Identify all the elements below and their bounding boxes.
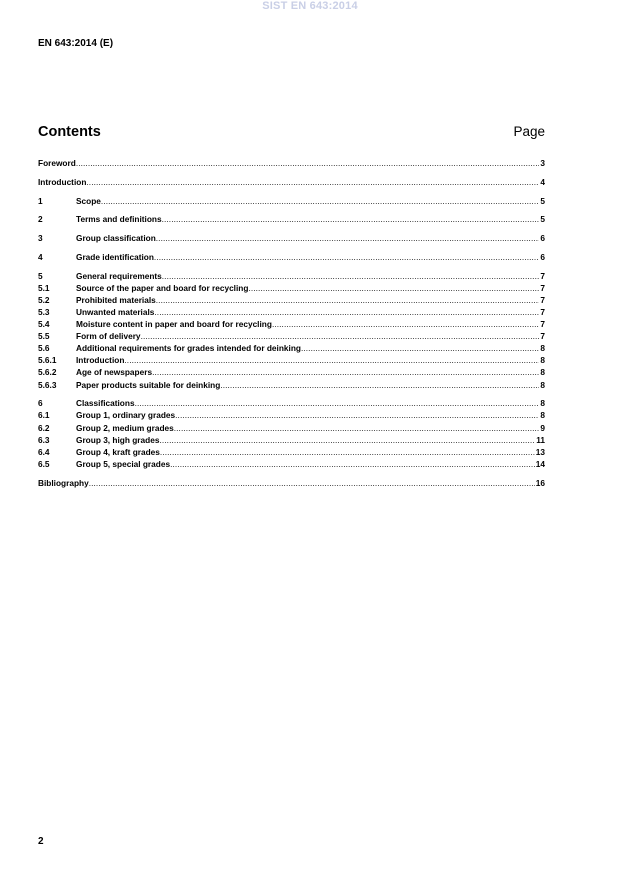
toc-entry-title: Moisture content in paper and board for recycling	[76, 319, 272, 330]
toc-dot-leader	[141, 331, 540, 341]
toc-entry[interactable]	[38, 271, 545, 283]
toc-entry-title: Group 3, high grades	[76, 434, 160, 445]
toc-entry-number: 5.3	[38, 306, 50, 317]
toc-entry-number: 2	[38, 214, 43, 225]
toc-dot-leader	[156, 295, 540, 305]
toc-entry[interactable]	[38, 459, 545, 471]
toc-entry[interactable]	[38, 478, 545, 490]
toc-dot-leader	[154, 307, 539, 317]
toc-dot-leader	[156, 233, 540, 243]
toc-entry-page: 7	[540, 270, 545, 281]
toc-entry[interactable]	[38, 295, 545, 307]
toc-entry-number: 6.3	[38, 434, 50, 445]
toc-dot-leader	[162, 214, 540, 224]
toc-entry-page: 7	[540, 294, 545, 305]
toc-entry-title: Scope	[76, 195, 101, 206]
toc-entry[interactable]	[38, 398, 545, 410]
toc-dot-leader	[101, 196, 539, 206]
toc-entry-page: 14	[535, 458, 545, 469]
toc-entry-title: Unwanted materials	[76, 306, 155, 317]
toc-dot-leader	[135, 398, 540, 408]
toc-entry-page: 7	[540, 331, 545, 342]
toc-entry-title: Form of delivery	[76, 331, 141, 342]
toc-entry-page: 3	[540, 158, 545, 168]
toc-entry[interactable]	[38, 423, 545, 435]
toc-entry-page: 8	[540, 343, 545, 354]
toc-entry-number: 1	[38, 195, 43, 206]
toc-entry-title: Group classification	[76, 233, 156, 244]
toc-entry[interactable]	[38, 252, 545, 264]
toc-entry[interactable]	[38, 283, 545, 295]
toc-entry-number: 5	[38, 270, 43, 281]
toc-dot-leader	[220, 380, 539, 390]
toc-entry-number: 6.1	[38, 410, 50, 421]
toc-entry-title: Prohibited materials	[76, 294, 156, 305]
toc-entry-title: Classifications	[76, 398, 135, 409]
toc-entry-page: 6	[540, 251, 545, 262]
toc-entry[interactable]	[38, 233, 545, 245]
toc-entry-page: 8	[540, 398, 545, 409]
toc-entry-page: 7	[540, 319, 545, 330]
toc-dot-leader	[174, 423, 540, 433]
toc-entry-number: 5.4	[38, 319, 50, 330]
toc-dot-leader	[86, 177, 539, 187]
toc-entry[interactable]	[38, 307, 545, 319]
toc-entry-number: 5.6.3	[38, 379, 57, 390]
toc-entry-number: 6.5	[38, 458, 50, 469]
toc-entry-title: Paper products suitable for deinking	[76, 379, 221, 390]
toc-dot-leader	[159, 435, 535, 445]
toc-entry[interactable]	[38, 410, 545, 422]
toc-dot-leader	[175, 410, 539, 420]
toc-entry-title: Group 1, ordinary grades	[76, 410, 176, 421]
toc-entry-title: General requirements	[76, 270, 162, 281]
toc-entry-number: 5.5	[38, 331, 50, 342]
toc-entry[interactable]	[38, 214, 545, 226]
toc-entry-number: 3	[38, 233, 43, 244]
toc-dot-leader	[160, 447, 535, 457]
toc-entry-page: 8	[540, 367, 545, 378]
toc-entry[interactable]	[38, 331, 545, 343]
toc-entry[interactable]	[38, 435, 545, 447]
toc-entry[interactable]	[38, 158, 545, 170]
toc-entry-page: 8	[540, 379, 545, 390]
toc-entry[interactable]	[38, 355, 545, 367]
toc-entry-title: Source of the paper and board for recycling	[76, 282, 249, 293]
toc-entry-number: 5.6.1	[38, 355, 57, 366]
toc-entry-page: 6	[540, 233, 545, 244]
toc-entry-number: 6.4	[38, 446, 50, 457]
toc-entry-number: 4	[38, 251, 43, 262]
toc-entry-title: Introduction	[38, 176, 87, 187]
page-number: 2	[38, 836, 44, 847]
toc-dot-leader	[124, 355, 539, 365]
toc-entry-page: 7	[540, 306, 545, 317]
toc-entry-title: Group 4, kraft grades	[76, 446, 160, 457]
watermark: SIST EN 643:2014	[262, 0, 358, 12]
toc-entry-title: Group 2, medium grades	[76, 422, 174, 433]
toc-entry-page: 4	[540, 176, 545, 187]
toc-entry[interactable]	[38, 177, 545, 189]
toc-entry-page: 7	[540, 282, 545, 293]
toc-dot-leader	[272, 319, 539, 329]
toc-dot-leader	[248, 283, 539, 293]
toc-entry-title: Group 5, special grades	[76, 458, 171, 469]
toc-dot-leader	[154, 252, 539, 262]
toc-entry[interactable]	[38, 343, 545, 355]
toc-entry-title: Terms and definitions	[76, 214, 162, 225]
toc-entry-page: 5	[540, 214, 545, 225]
page-column-label: Page	[513, 124, 545, 139]
toc-entry[interactable]	[38, 380, 545, 392]
toc-entry-page: 16	[535, 477, 545, 488]
toc-dot-leader	[76, 158, 540, 168]
toc-entry-number: 5.6.2	[38, 367, 57, 378]
toc-entry-title: Bibliography	[38, 477, 89, 488]
toc-entry-number: 5.6	[38, 343, 50, 354]
contents-header	[38, 124, 545, 140]
toc-entry-number: 6	[38, 398, 43, 409]
toc-entry[interactable]	[38, 447, 545, 459]
toc-dot-leader	[162, 271, 540, 281]
toc-entry-page: 11	[536, 434, 545, 445]
toc-entry-number: 5.2	[38, 294, 50, 305]
toc-entry-title: Additional requirements for grades intended for deinking	[76, 343, 301, 354]
contents-title: Contents	[38, 124, 101, 140]
toc-dot-leader	[170, 459, 535, 469]
toc-entry-page: 8	[540, 355, 545, 366]
toc-dot-leader	[301, 343, 539, 353]
toc-entry-title: Grade identification	[76, 251, 154, 262]
toc-dot-leader	[89, 478, 535, 488]
toc-entry[interactable]	[38, 367, 545, 379]
toc-entry-title: Foreword	[38, 158, 76, 168]
toc-entry-number: 5.1	[38, 282, 50, 293]
toc-entry-title: Introduction	[76, 355, 125, 366]
toc-entry-page: 13	[535, 446, 545, 457]
toc-entry-title: Age of newspapers	[76, 367, 153, 378]
toc-entry-page: 8	[540, 410, 545, 421]
toc-entry-page: 5	[540, 195, 545, 206]
toc-dot-leader	[152, 367, 539, 377]
table-of-contents	[38, 158, 545, 490]
toc-entry-number: 6.2	[38, 422, 50, 433]
toc-entry-page: 9	[540, 422, 545, 433]
toc-entry[interactable]	[38, 319, 545, 331]
toc-entry[interactable]	[38, 196, 545, 208]
document-id: EN 643:2014 (E)	[38, 38, 114, 49]
